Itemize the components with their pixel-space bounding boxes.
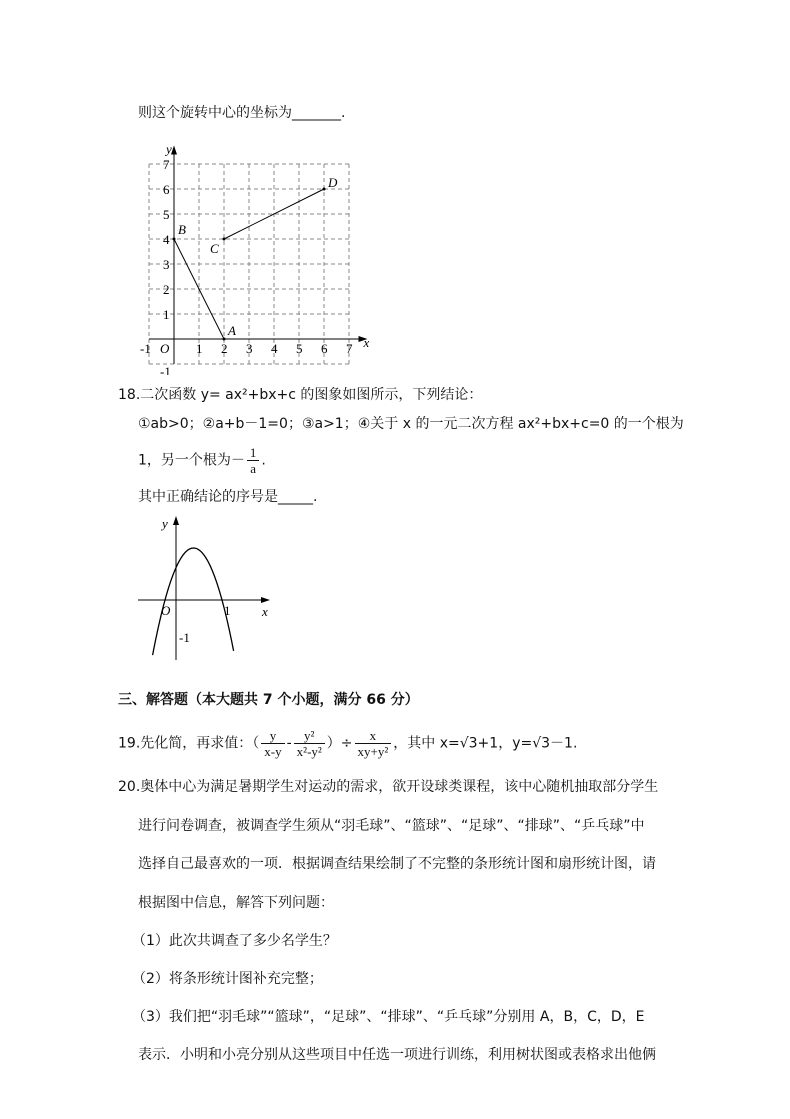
text: 1，另一个根为－ — [138, 452, 245, 469]
x-tick-label: 1 — [196, 341, 203, 356]
y-tick-label: -1 — [160, 364, 171, 375]
q20-line: 根据图中信息，解答下列问题： — [138, 895, 334, 911]
q18-parabola-graph — [132, 512, 282, 662]
q20-subquestion-2: （2）将条形统计图补充完整； — [132, 971, 323, 987]
num: y² — [304, 728, 315, 743]
q18-conclusions: ①ab>0；②a+b－1=0；③a>1；④关于 x 的一元二次方程 ax²+bx+c=0 的一个根为 — [138, 416, 684, 432]
point-d-label: D — [328, 175, 338, 190]
point-b-label: B — [178, 222, 186, 237]
y-intercept-label: -1 — [179, 630, 190, 645]
q18-root-line — [138, 445, 266, 476]
x-tick-label: 2 — [221, 341, 228, 356]
q20-subquestion-3: （3）我们把“羽毛球”“篮球”，“足球”、“排球”、“乒乓球”分别用 A，B，C，D，E — [132, 1009, 645, 1025]
den: x²-y² — [294, 743, 325, 759]
y-tick-label: 4 — [163, 232, 170, 247]
q18-stem: 18.二次函数 y= ax²+bx+c 的图象如图所示，下列结论： — [118, 387, 483, 403]
y-axis-arrow-icon — [171, 146, 177, 155]
den: a — [247, 460, 260, 476]
q17-tail: 则这个旋转中心的坐标为_______. — [138, 105, 346, 121]
q20-line: 选择自己最喜欢的一项．根据调查结果绘制了不完整的条形统计图和扇形统计图，请 — [138, 856, 656, 872]
y-tick-label: 1 — [163, 307, 170, 322]
point-marker — [173, 238, 176, 241]
den: xy+y² — [355, 743, 392, 759]
q20-line: 表示．小明和小亮分别从这些项目中任选一项进行训练，利用树状图或表格求出他俩 — [138, 1047, 656, 1063]
num: x — [369, 728, 377, 743]
section-heading: 三、解答题（本大题共 7 个小题，满分 66 分） — [118, 692, 419, 708]
num: 1 — [249, 445, 257, 460]
fraction — [355, 728, 392, 759]
fraction-1-over-a — [247, 445, 260, 476]
q20-subquestion-1: （1）此次共调查了多少名学生？ — [132, 933, 337, 949]
text: 19.先化简，再求值：（ — [118, 735, 260, 752]
x-tick-label: -1 — [140, 341, 151, 356]
q19 — [118, 728, 577, 759]
q20-line: 进行问卷调查，被调查学生须从“羽毛球”、“篮球”、“足球”、“排球”、“乒乓球”中 — [138, 818, 645, 834]
x-tick-label: 3 — [246, 341, 253, 356]
x-tick-label: 5 — [296, 341, 303, 356]
parabola-curve — [153, 548, 234, 655]
y-axis-arrow-icon — [173, 516, 179, 525]
point-marker — [323, 188, 326, 191]
point-marker — [223, 238, 226, 241]
y-tick-label: 3 — [163, 257, 170, 272]
text: - — [286, 735, 292, 752]
x-axis-label: x — [363, 335, 370, 350]
point-c-label: C — [210, 241, 219, 256]
origin-label: O — [160, 341, 170, 356]
x-tick-label: 7 — [346, 341, 353, 356]
q18-question: 其中正确结论的序号是_____. — [138, 489, 318, 505]
y-axis-label: y — [162, 516, 168, 531]
y-axis-label: y — [166, 141, 172, 157]
origin-label: O — [161, 603, 171, 618]
x-axis-arrow-icon — [261, 597, 270, 603]
x-tick-label: 6 — [321, 341, 328, 356]
q17-coordinate-grid — [140, 135, 370, 375]
point-a-label: A — [228, 323, 236, 338]
segment-cd — [224, 189, 324, 239]
x-axis-label: x — [262, 604, 268, 619]
den: x-y — [261, 743, 284, 759]
y-tick-label: 5 — [163, 207, 170, 222]
y-tick-label: 7 — [163, 157, 170, 172]
fraction — [294, 728, 325, 759]
root-label: 1 — [224, 603, 231, 618]
num: y — [269, 728, 277, 743]
point-marker — [223, 338, 226, 341]
y-tick-label: 6 — [163, 182, 170, 197]
q20-line: 20.奥体中心为满足暑期学生对运动的需求，欲开设球类课程，该中心随机抽取部分学生 — [118, 779, 659, 795]
text: ）÷ — [326, 735, 353, 752]
fraction — [261, 728, 284, 759]
y-tick-label: 2 — [163, 282, 170, 297]
text: ，其中 x=√3+1，y=√3－1. — [393, 735, 578, 752]
x-tick-label: 4 — [271, 341, 278, 356]
text: . — [261, 452, 266, 469]
